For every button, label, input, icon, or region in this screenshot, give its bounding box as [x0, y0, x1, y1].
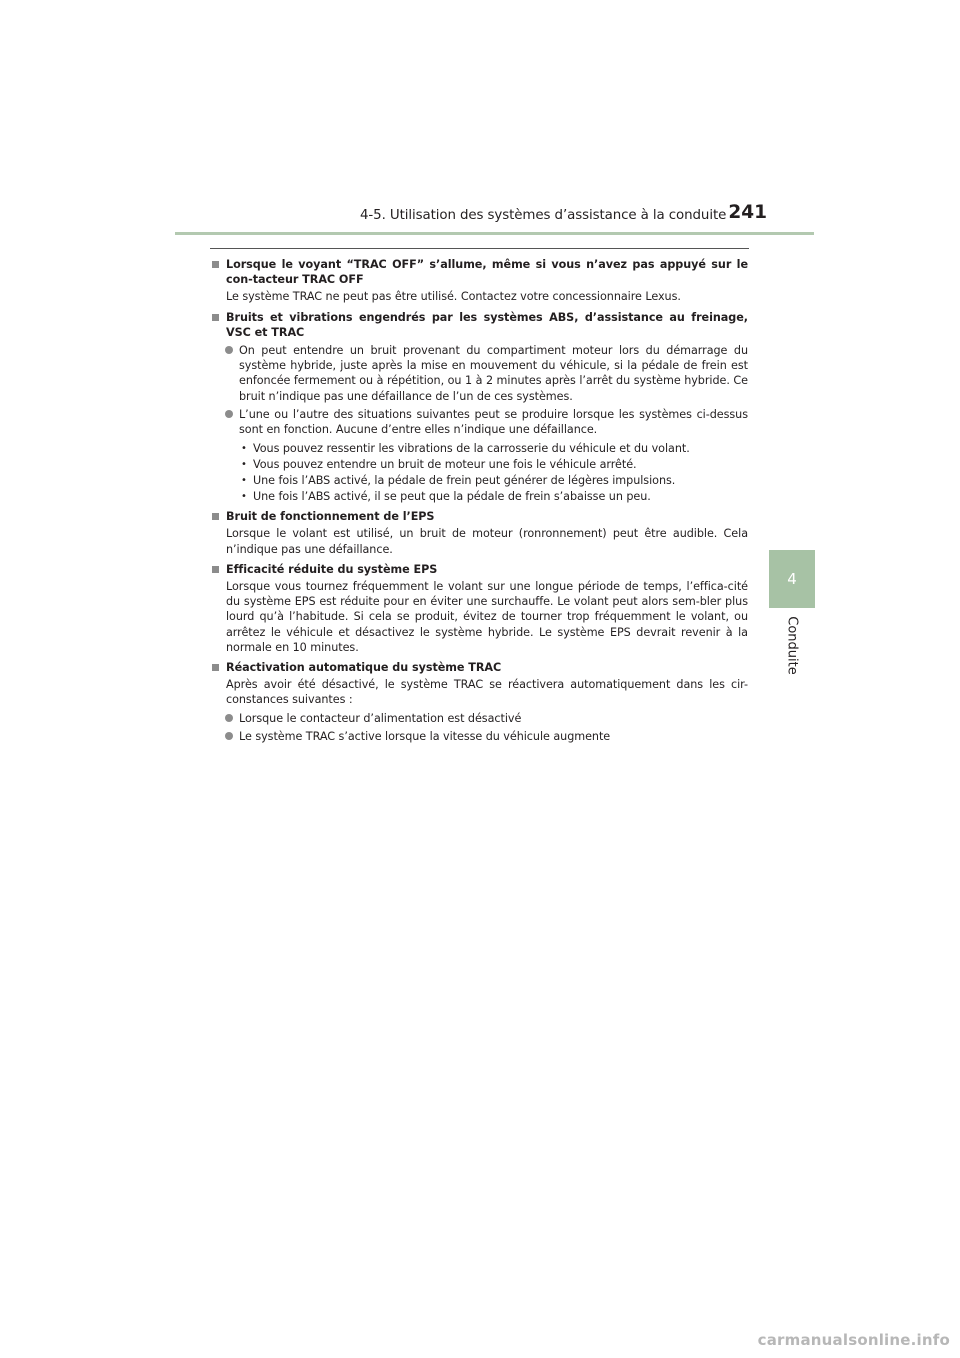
- page-content: [212, 257, 748, 749]
- chapter-tab-label-text: Conduite: [784, 615, 800, 675]
- sub-list: [212, 441, 748, 504]
- section-eps-reduced: [212, 562, 748, 655]
- round-bullet-icon: [225, 714, 233, 722]
- section-heading: [212, 660, 748, 675]
- section-heading: [212, 310, 748, 340]
- round-bullet-icon: [225, 732, 233, 740]
- sub-list-item: [212, 473, 748, 488]
- dot-marker-icon: •: [241, 491, 247, 503]
- dot-marker-icon: •: [241, 475, 247, 487]
- list-item-text: L’une ou l’autre des situations suivantes peut se produire lorsque les systèmes ci-dessus sont en fonction. Aucune d’entre elles n’indique une défaillance.: [239, 407, 748, 437]
- page-number: 241: [728, 202, 767, 223]
- section-trac-reactivation: [212, 660, 748, 744]
- section-heading-text: Réactivation automatique du système TRAC: [226, 661, 502, 675]
- sub-list-item-text: Vous pouvez entendre un bruit de moteur une fois le véhicule arrêté.: [253, 458, 637, 472]
- section-text: Le système TRAC ne peut pas être utilisé. Contactez votre concessionnaire Lexus.: [226, 290, 681, 304]
- sub-list-item-text: Une fois l’ABS activé, la pédale de frein peut générer de légères impulsions.: [253, 474, 676, 488]
- section-eps-noise: [212, 509, 748, 557]
- section-heading-text: Bruits et vibrations engendrés par les systèmes ABS, d’assistance au freinage, VSC et TRAC: [226, 310, 748, 339]
- list-item-text: Lorsque le contacteur d’alimentation est désactivé: [239, 711, 522, 725]
- section-heading-text: Lorsque le voyant “TRAC OFF” s’allume, même si vous n’avez pas appuyé sur le con-tacteur TRAC OFF: [226, 258, 748, 287]
- section-heading-text: Bruit de fonctionnement de l’EPS: [226, 510, 435, 524]
- sub-list-item: [212, 441, 748, 456]
- square-bullet-icon: [212, 513, 219, 520]
- section-heading: [212, 509, 748, 524]
- round-bullet-icon: [225, 346, 233, 354]
- round-bullet-icon: [225, 410, 233, 418]
- square-bullet-icon: [212, 664, 219, 671]
- chapter-title: 4-5. Utilisation des systèmes d’assistance à la conduite: [360, 208, 727, 223]
- sub-list-item: [212, 457, 748, 472]
- chapter-tab-number: 4: [787, 570, 797, 588]
- section-heading-text: Efficacité réduite du système EPS: [226, 562, 438, 576]
- header-rule: [175, 232, 814, 235]
- sub-list-item-text: Vous pouvez ressentir les vibrations de la carrosserie du véhicule et du volant.: [253, 442, 690, 456]
- section-noise-vibration: [212, 310, 748, 505]
- section-trac-off-indicator: [212, 257, 748, 305]
- dot-marker-icon: •: [241, 459, 247, 471]
- watermark: carmanualsonline.info: [757, 1331, 950, 1349]
- square-bullet-icon: [212, 261, 219, 268]
- list-item-text: Le système TRAC s’active lorsque la vitesse du véhicule augmente: [239, 729, 611, 743]
- chapter-tab: [769, 550, 815, 608]
- list-item: [212, 711, 748, 726]
- list-item-text: On peut entendre un bruit provenant du compartiment moteur lors du démarrage du système hybride, juste après la mise en mouvement du véhicule, si la pédale de frein est enfoncée fermement ou à répétition, ou 1 à 2 minutes après l’arrêt du système hybride. Ce bruit n’indique pas une défaillance de l’un de ces systèmes.: [239, 344, 748, 403]
- section-text: Après avoir été désactivé, le système TRAC se réactivera automatiquement dans les cir-constances suivantes :: [226, 678, 748, 707]
- section-heading: [212, 562, 748, 577]
- chapter-tab-label: [779, 610, 805, 680]
- list-item: [212, 343, 748, 404]
- section-heading: [212, 257, 748, 287]
- sub-list-item-text: Une fois l’ABS activé, il se peut que la pédale de frein s’abaisse un peu.: [253, 490, 651, 504]
- dot-marker-icon: •: [241, 443, 247, 455]
- square-bullet-icon: [212, 314, 219, 321]
- list-item: [212, 407, 748, 437]
- section-text: Lorsque le volant est utilisé, un bruit de moteur (ronronnement) peut être audible. Cela n’indique pas une défaillance.: [226, 527, 748, 556]
- square-bullet-icon: [212, 566, 219, 573]
- section-text: Lorsque vous tournez fréquemment le volant sur une longue période de temps, l’effica-cité du système EPS est réduite pour en éviter une surchauffe. Le volant peut alors sem-bler plus lourd qu’à l’habitude. Si cela se produit, évitez de tourner trop fréquemment le volant, ou arrêtez le véhicule et désactivez le système hybride. Le système EPS devrait revenir à la normale en 10 minutes.: [226, 580, 748, 654]
- list-item: [212, 729, 748, 744]
- sub-list-item: [212, 489, 748, 504]
- content-divider: [210, 248, 749, 249]
